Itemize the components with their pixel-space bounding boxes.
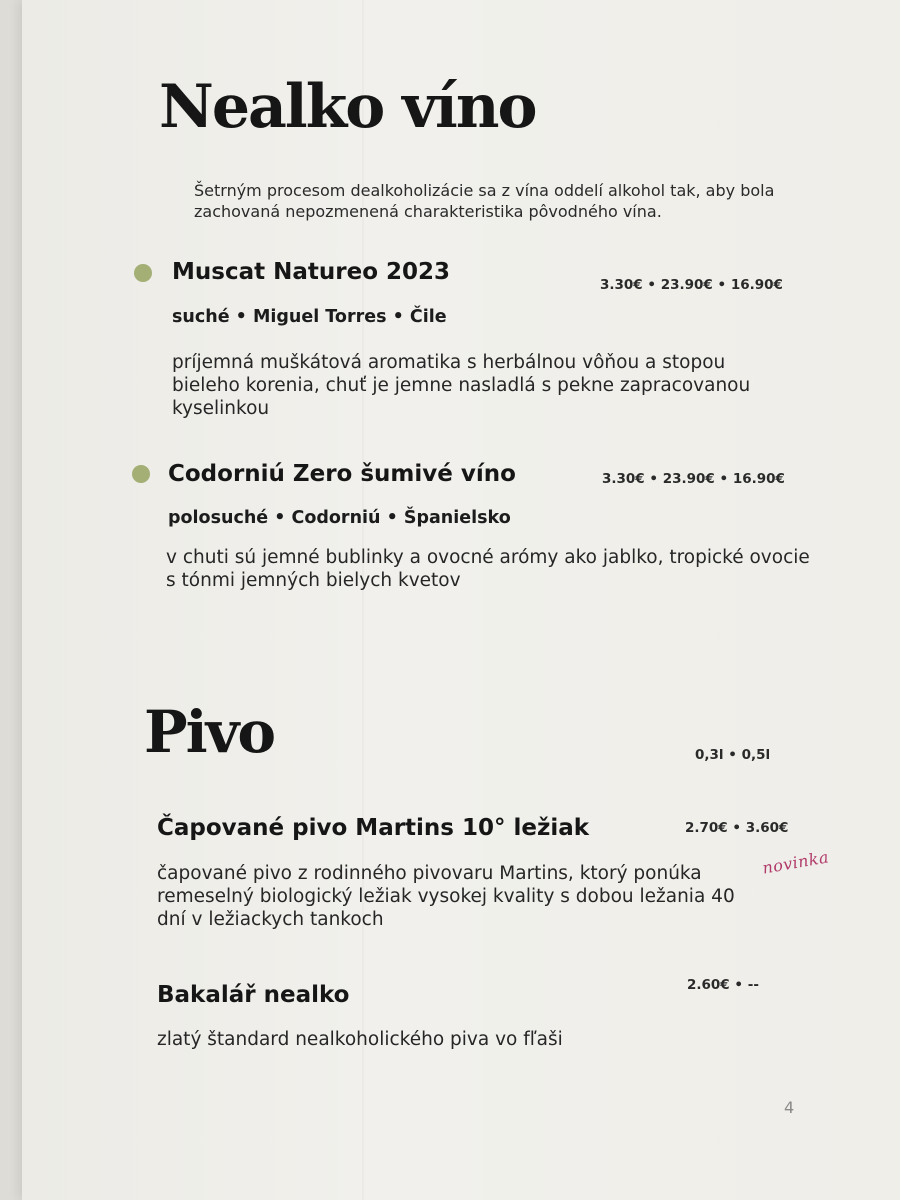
beer-item-price: 2.60€ • --: [687, 977, 759, 993]
beer-section-title: Pivo: [144, 698, 275, 766]
wine-item-description: v chuti sú jemné bublinky a ovocné arómy ako jablko, tropické ovocie s tónmi jemných bielych kvetov: [166, 547, 810, 591]
handwritten-note: novinka: [760, 847, 831, 878]
green-dot-bullet-icon: [134, 264, 152, 282]
wine-item-name: Codorniú Zero šumivé víno: [168, 461, 516, 487]
wine-item-name: Muscat Natureo 2023: [172, 259, 451, 285]
wine-section-intro: Šetrným procesom dealkoholizácie sa z vína oddelí alkohol tak, aby bola zachovaná nepozmenená charakteristika pôvodného vína.: [194, 181, 775, 221]
page-number: 4: [784, 1098, 795, 1117]
beer-item-description: zlatý štandard nealkoholického piva vo fľaši: [157, 1029, 563, 1050]
wine-section-title: Nealko víno: [159, 72, 536, 142]
wine-item-description: príjemná muškátová aromatika s herbálnou vôňou a stopou bieleho korenia, chuť je jemne nasladlá s pekne zapracovanou kyselinkou: [172, 352, 751, 419]
menu-page: [22, 0, 900, 1200]
beer-item-description: čapované pivo z rodinného pivovaru Martins, ktorý ponúka remeselný biologický ležiak vysokej kvality s dobou ležania 40 dní v ležiackych tankoch: [157, 863, 735, 930]
beer-item-name: Čapované pivo Martins 10° ležiak: [157, 815, 590, 841]
beer-item-price: 2.70€ • 3.60€: [685, 820, 789, 836]
beer-item-name: Bakalář nealko: [157, 982, 350, 1008]
wine-item-tags: suché • Miguel Torres • Čile: [172, 307, 447, 327]
green-dot-bullet-icon: [132, 465, 150, 483]
wine-item-tags: polosuché • Codorniú • Španielsko: [168, 508, 511, 528]
wine-item-price: 3.30€ • 23.90€ • 16.90€: [600, 277, 783, 293]
wine-item-price: 3.30€ • 23.90€ • 16.90€: [602, 471, 785, 487]
beer-volumes-header: 0,3l • 0,5l: [695, 747, 771, 763]
